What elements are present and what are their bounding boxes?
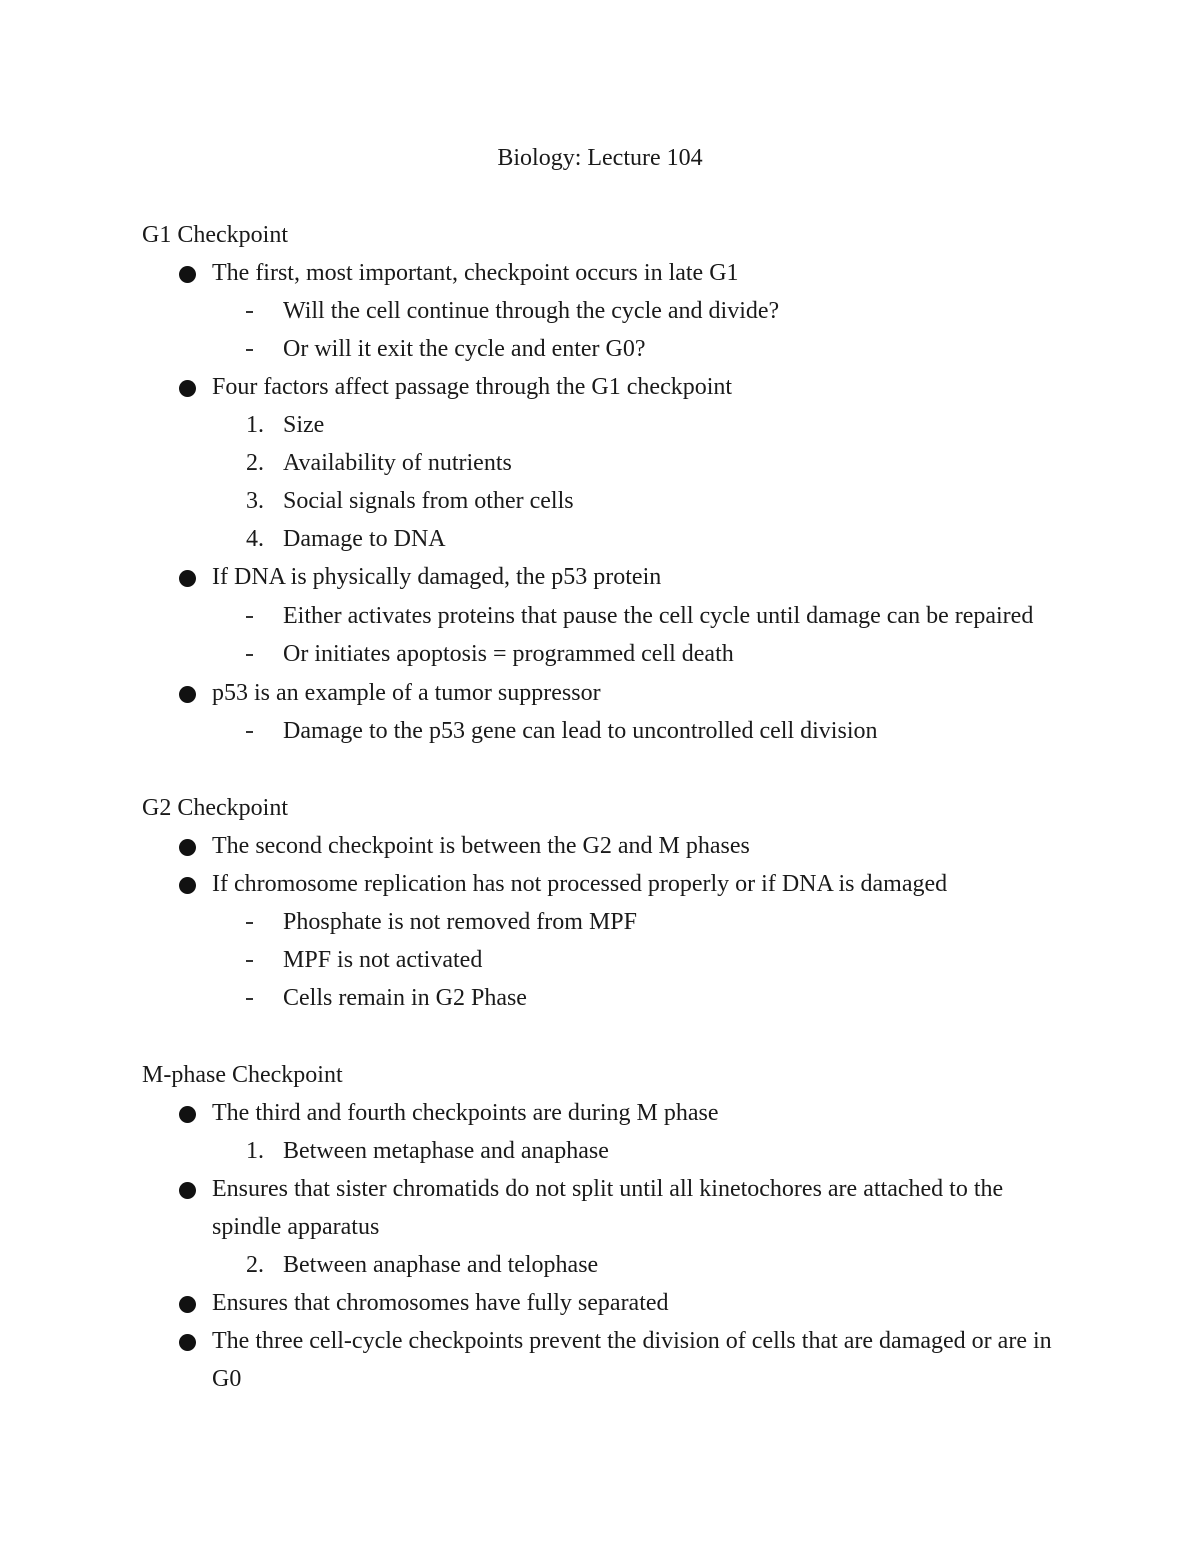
dash-icon bbox=[246, 654, 253, 656]
list-item-continuation: spindle apparatus bbox=[212, 1214, 380, 1240]
list-item: Four factors affect passage through the G1 checkpoint bbox=[212, 374, 733, 400]
bullet-icon bbox=[179, 1106, 196, 1123]
list-item: If DNA is physically damaged, the p53 protein bbox=[212, 564, 662, 590]
list-number: 2. bbox=[246, 1252, 264, 1278]
section-heading-g2: G2 Checkpoint bbox=[142, 795, 288, 821]
sub-list-item: Damage to the p53 gene can lead to uncontrolled cell division bbox=[283, 718, 878, 744]
bullet-icon bbox=[179, 1182, 196, 1199]
sub-list-item: Cells remain in G2 Phase bbox=[283, 985, 527, 1011]
list-item: The first, most important, checkpoint occurs in late G1 bbox=[212, 260, 739, 286]
bullet-icon bbox=[179, 1334, 196, 1351]
list-item: Ensures that chromosomes have fully separated bbox=[212, 1290, 669, 1316]
list-number: 3. bbox=[246, 488, 264, 514]
dash-icon bbox=[246, 922, 253, 924]
list-item: Ensures that sister chromatids do not split until all kinetochores are attached to the bbox=[212, 1176, 1004, 1202]
sub-list-item: Phosphate is not removed from MPF bbox=[283, 909, 637, 935]
sub-list-item: Will the cell continue through the cycle and divide? bbox=[283, 298, 780, 324]
bullet-icon bbox=[179, 266, 196, 283]
list-item: If chromosome replication has not processed properly or if DNA is damaged bbox=[212, 871, 948, 897]
bullet-icon bbox=[179, 380, 196, 397]
dash-icon bbox=[246, 349, 253, 351]
list-item: The three cell-cycle checkpoints prevent the division of cells that are damaged or are in bbox=[212, 1328, 1052, 1354]
bullet-icon bbox=[179, 1296, 196, 1313]
bullet-icon bbox=[179, 570, 196, 587]
list-item: The third and fourth checkpoints are during M phase bbox=[212, 1100, 719, 1126]
bullet-icon bbox=[179, 839, 196, 856]
numbered-item: Size bbox=[283, 412, 325, 438]
list-item: p53 is an example of a tumor suppressor bbox=[212, 680, 601, 706]
dash-icon bbox=[246, 731, 253, 733]
section-heading-g1: G1 Checkpoint bbox=[142, 222, 288, 248]
list-item: The second checkpoint is between the G2 and M phases bbox=[212, 833, 750, 859]
sub-list-item: Or initiates apoptosis = programmed cell death bbox=[283, 641, 734, 667]
sub-list-item: MPF is not activated bbox=[283, 947, 483, 973]
numbered-item: Social signals from other cells bbox=[283, 488, 574, 514]
dash-icon bbox=[246, 998, 253, 1000]
dash-icon bbox=[246, 960, 253, 962]
numbered-item: Between anaphase and telophase bbox=[283, 1252, 599, 1278]
numbered-item: Between metaphase and anaphase bbox=[283, 1138, 609, 1164]
bullet-icon bbox=[179, 686, 196, 703]
list-number: 4. bbox=[246, 526, 264, 552]
list-number: 1. bbox=[246, 412, 264, 438]
list-item-continuation: G0 bbox=[212, 1366, 242, 1392]
numbered-item: Availability of nutrients bbox=[283, 450, 512, 476]
sub-list-item: Either activates proteins that pause the cell cycle until damage can be repaired bbox=[283, 603, 1034, 629]
list-number: 1. bbox=[246, 1138, 264, 1164]
section-heading-m-phase: M-phase Checkpoint bbox=[142, 1062, 343, 1088]
list-number: 2. bbox=[246, 450, 264, 476]
bullet-icon bbox=[179, 877, 196, 894]
dash-icon bbox=[246, 616, 253, 618]
sub-list-item: Or will it exit the cycle and enter G0? bbox=[283, 336, 646, 362]
numbered-item: Damage to DNA bbox=[283, 526, 446, 552]
page-title: Biology: Lecture 104 bbox=[497, 145, 703, 171]
dash-icon bbox=[246, 311, 253, 313]
